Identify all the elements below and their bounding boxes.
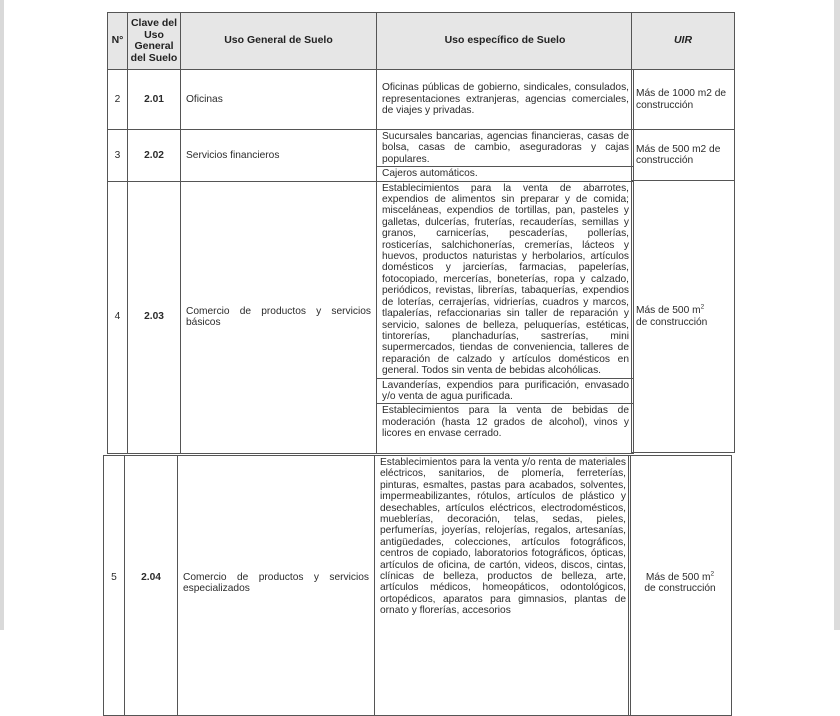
document-page-lower bbox=[103, 455, 716, 716]
header-specific-use: Uso específico de Suelo bbox=[377, 13, 634, 70]
specific-use-item: Sucursales bancarias, agencias financieras, casas de bolsa, casas de cambio, aseguradoras y cajas populares. bbox=[377, 130, 633, 167]
row-specific-use bbox=[377, 181, 634, 453]
page-edge-left bbox=[0, 0, 4, 630]
uir-text-rest: de construcción bbox=[644, 583, 716, 595]
row-num: 2 bbox=[108, 70, 128, 130]
document-page-upper bbox=[107, 12, 727, 454]
header-key: Clave del Uso General del Suelo bbox=[128, 13, 181, 70]
land-use-table bbox=[107, 12, 634, 454]
specific-use-item: Oficinas públicas de gobierno, sindicales, consulados, representaciones extranjeras, agencias comerciales, de viajes y privadas. bbox=[382, 82, 629, 117]
row-key: 2.01 bbox=[128, 70, 181, 130]
row-num: 3 bbox=[108, 130, 128, 182]
page-edge-right bbox=[834, 0, 840, 630]
header-num: N° bbox=[108, 13, 128, 70]
uir-superscript: 2 bbox=[700, 303, 705, 311]
row-specific-use bbox=[377, 130, 634, 182]
row-num: 5 bbox=[104, 456, 125, 716]
table-row bbox=[104, 456, 631, 716]
row-uir: Más de 1000 m2 de construcción bbox=[632, 70, 735, 130]
row-key: 2.04 bbox=[125, 456, 178, 716]
row-specific-use bbox=[375, 456, 631, 716]
uir-column-continued bbox=[628, 455, 732, 716]
row-uir: Más de 500 m2 de construcción bbox=[632, 130, 735, 181]
specific-use-item: Establecimientos para la venta y/o renta de materiales eléctricos, sanitarios, de plomería, ferreterías, pinturas, esmaltes, pastas para acabados, solventes, impermeabilizantes, rótulos, artículos de plástico y desechables, artículos eléctricos, electrodomésticos, mueblerías, decoración, telas, sedas, pieles, perfumerías, joyerías, relojerías, regalos, artesanías, antigüedades, colecciones, artículos fotográficos, centros de copiado, laboratorios fotográficos, ópticas, artículos de oficina, de cartón, videos, discos, cintas, clínicas de belleza, productos de belleza, arte, artículos médicos, homeopáticos, odontológicos, ortopédicos, aparatos para gimnasios, plantas de ornato y florerías, accesorios bbox=[380, 457, 626, 617]
specific-use-item: Establecimientos para la venta de bebidas de moderación (hasta 12 grados de alcohol), vinos y licores en envase cerrado. bbox=[382, 405, 629, 440]
table-header-row bbox=[108, 13, 634, 70]
uir-text-rest: de construcción bbox=[636, 316, 708, 328]
table-row bbox=[108, 130, 634, 182]
header-general-use: Uso General de Suelo bbox=[181, 13, 377, 70]
row-specific-use bbox=[377, 70, 634, 130]
row-key: 2.02 bbox=[128, 130, 181, 182]
specific-use-item: Cajeros automáticos. bbox=[382, 168, 478, 180]
uir-column bbox=[631, 12, 735, 453]
uir-text: Más de 500 m bbox=[645, 572, 711, 583]
row-uir bbox=[629, 456, 732, 716]
uir-text: Más de 500 m bbox=[636, 305, 701, 317]
row-general-use: Oficinas bbox=[181, 70, 377, 130]
row-num: 4 bbox=[108, 181, 128, 453]
specific-use-item: Lavanderías, expendios para purificación, envasado y/o venta de agua purificada. bbox=[377, 379, 633, 405]
row-general-use: Servicios financieros bbox=[181, 130, 377, 182]
specific-use-item: Establecimientos para la venta de abarrotes, expendios de alimentos sin preparar y de comida; misceláneas, expendios de tortillas, pan, pasteles y galletas, dulcerías, fruterías, recauderías, semillas y granos, carnicerías, pescaderías, pollerías, rosticerías, salchichonerías, cremerías, lácteos y huevos, productos naturistas y herbolarios, artículos domésticos y jarcierías, farmacias, papelerías, fotocopiado, mercerías, boneterías, ropa y calzado, periódicos, revistas, librerías, tabaquerías, expendios de loterías, cerrajerías, vidrierías, cuadros y marcos, tlapalerías, refaccionarias sin taller de reparación y servicio, salones de belleza, peluquerías, estéticas, tintorerías, planchadurías, sastrerías, mini supermercados, tiendas de conveniencia, talleres de reparación de calzado y artículos domésticos en general. Todos sin venta de bebidas alcohólicas. bbox=[377, 182, 633, 379]
row-key: 2.03 bbox=[128, 181, 181, 453]
table-row bbox=[108, 181, 634, 453]
land-use-table-continued bbox=[103, 455, 631, 716]
uir-superscript: 2 bbox=[710, 570, 715, 578]
row-uir bbox=[632, 181, 735, 453]
row-general-use: Comercio de productos y servicios básicos bbox=[181, 181, 377, 453]
table-row bbox=[108, 70, 634, 130]
row-general-use: Comercio de productos y servicios especializados bbox=[178, 456, 375, 716]
header-uir: UIR bbox=[632, 13, 735, 70]
